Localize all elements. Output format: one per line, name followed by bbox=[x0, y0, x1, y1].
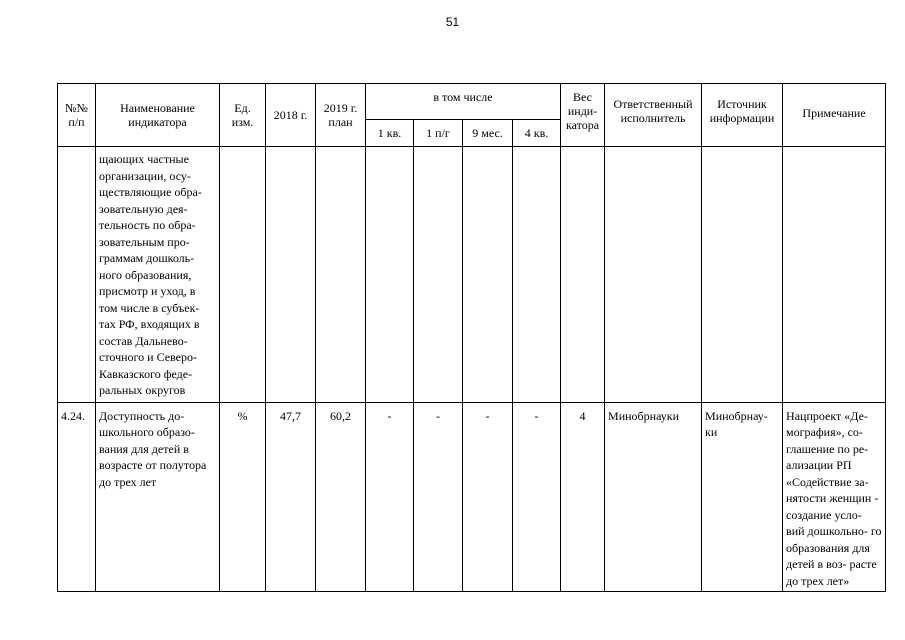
cell-9m bbox=[463, 147, 513, 403]
cell-q1 bbox=[366, 147, 414, 403]
header-responsible: Ответственный исполнитель bbox=[605, 84, 702, 147]
cell-indicator-name: Доступность до- школьного образо- вания для детей в возрасте от полутора до трех лет bbox=[96, 402, 220, 592]
cell-unit bbox=[220, 147, 266, 403]
cell-2018: 47,7 bbox=[266, 402, 316, 592]
cell-weight: 4 bbox=[561, 402, 605, 592]
header-source: Источник информации bbox=[702, 84, 783, 147]
header-q1: 1 кв. bbox=[366, 120, 414, 147]
cell-weight bbox=[561, 147, 605, 403]
header-2018: 2018 г. bbox=[266, 84, 316, 147]
header-note: Примечание bbox=[783, 84, 886, 147]
cell-2019 bbox=[316, 147, 366, 403]
header-9m: 9 мес. bbox=[463, 120, 513, 147]
cell-unit: % bbox=[220, 402, 266, 592]
cell-q4 bbox=[513, 147, 561, 403]
table-row bbox=[58, 402, 886, 592]
header-num: №№ п/п bbox=[58, 84, 96, 147]
cell-responsible: Минобрнауки bbox=[605, 402, 702, 592]
header-including: в том числе bbox=[366, 84, 561, 120]
header-name: Наименование индикатора bbox=[96, 84, 220, 147]
cell-note bbox=[783, 147, 886, 403]
cell-2018 bbox=[266, 147, 316, 403]
header-weight: Вес инди- катора bbox=[561, 84, 605, 147]
cell-9m: - bbox=[463, 402, 513, 592]
cell-source: Минобрнау- ки bbox=[702, 402, 783, 592]
cell-num: 4.24. bbox=[58, 402, 96, 592]
cell-q4: - bbox=[513, 402, 561, 592]
cell-2019: 60,2 bbox=[316, 402, 366, 592]
cell-q1: - bbox=[366, 402, 414, 592]
cell-num bbox=[58, 147, 96, 403]
cell-h1 bbox=[414, 147, 463, 403]
cell-source bbox=[702, 147, 783, 403]
header-h1: 1 п/г bbox=[414, 120, 463, 147]
header-q4: 4 кв. bbox=[513, 120, 561, 147]
indicators-table bbox=[57, 83, 886, 592]
page-number: 51 bbox=[445, 15, 460, 29]
cell-h1: - bbox=[414, 402, 463, 592]
table-row bbox=[58, 147, 886, 403]
cell-indicator-name: щающих частные организации, осу- ществляющие обра- зовательную дея- тельность по обра- зовательным про- граммам дошколь- ного образования, присмотр и уход, в том числе в субъек- тах РФ, входящих в состав Дальнево- сточного и Северо- Кавказского феде- ральных округов bbox=[96, 147, 220, 403]
header-unit: Ед. изм. bbox=[220, 84, 266, 147]
cell-responsible bbox=[605, 147, 702, 403]
cell-note: Нацпроект «Де- мография», со- глашение по ре- ализации РП «Содействие за- нятости женщин - создание усло- вий дошкольно- го образования для детей в воз- расте до трех лет» bbox=[783, 402, 886, 592]
header-2019-plan: 2019 г. план bbox=[316, 84, 366, 147]
